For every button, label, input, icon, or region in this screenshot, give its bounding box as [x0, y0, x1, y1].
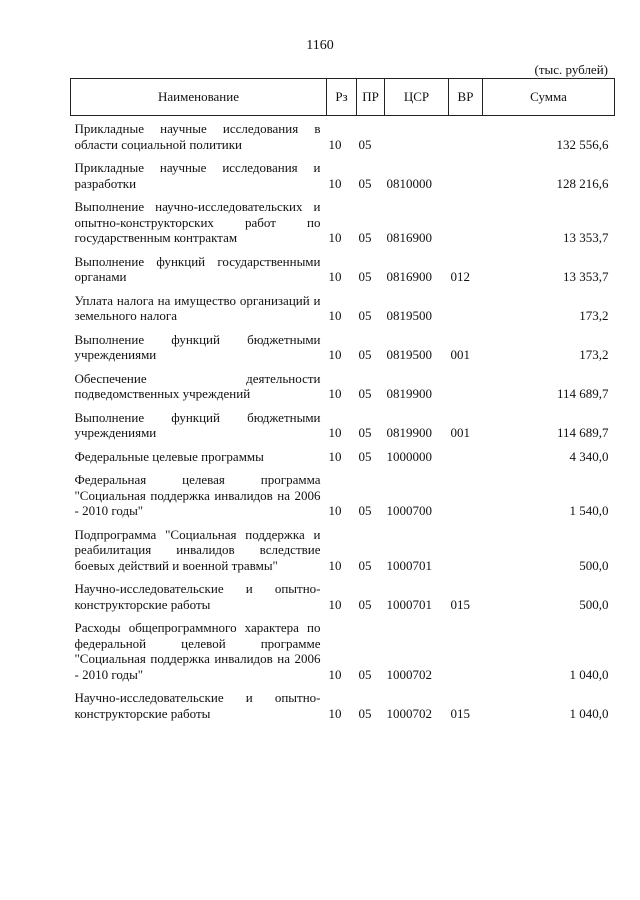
cell-rz: 10 — [328, 425, 342, 440]
cell-pr: 05 — [358, 705, 372, 721]
cell-csr: 1000701 — [386, 596, 432, 612]
cell-pr: 05 — [358, 308, 372, 323]
cell-rz: 10 — [328, 705, 342, 721]
header-pr: ПР — [357, 79, 385, 116]
cell-name: Расходы общепрограммного характера по федеральной целевой программе "Социальная поддержка инвалидов на 2006 - 2010 годы" — [74, 620, 321, 682]
cell-name: Выполнение функций бюджетными учреждениями — [74, 409, 321, 440]
cell-vr: 001 — [450, 347, 470, 362]
cell-vr — [449, 288, 483, 327]
cell-rz: 10 — [328, 503, 342, 518]
cell-csr: 0816900 — [386, 230, 432, 245]
cell-sum: 1 040,0 — [569, 666, 609, 682]
cell-sum: 132 556,6 — [556, 136, 609, 152]
cell-sum: 1 040,0 — [569, 705, 609, 721]
cell-vr: 012 — [450, 269, 470, 284]
table-row — [71, 444, 615, 468]
cell-vr — [449, 522, 483, 577]
table-row — [71, 685, 615, 724]
table-row — [71, 288, 615, 327]
header-vr: ВР — [449, 79, 483, 116]
cell-sum: 4 340,0 — [569, 448, 609, 464]
cell-vr: 001 — [450, 425, 470, 440]
cell-vr — [449, 194, 483, 249]
cell-rz: 10 — [328, 347, 342, 362]
cell-rz: 10 — [328, 448, 342, 464]
header-sum: Сумма — [483, 79, 615, 116]
cell-name: Федеральные целевые программы — [74, 448, 264, 464]
cell-pr: 05 — [358, 230, 372, 245]
header-rz: Рз — [327, 79, 357, 116]
cell-sum: 173,2 — [579, 347, 609, 362]
cell-sum: 114 689,7 — [556, 386, 609, 401]
cell-name: Научно-исследовательские и опытно-конструкторские работы — [74, 581, 321, 612]
table-row — [71, 405, 615, 444]
header-csr: ЦСР — [385, 79, 449, 116]
cell-rz: 10 — [328, 596, 342, 612]
cell-name: Выполнение функций бюджетными учреждениями — [74, 331, 321, 362]
table-row — [71, 327, 615, 366]
cell-rz: 10 — [328, 136, 342, 152]
header-row — [71, 79, 615, 116]
cell-csr: 1000000 — [386, 448, 432, 464]
cell-name: Подпрограмма "Социальная поддержка и реабилитация инвалидов вследствие боевых действий и военной травмы" — [74, 526, 321, 573]
cell-pr: 05 — [358, 136, 372, 152]
cell-sum: 128 216,6 — [556, 175, 609, 191]
cell-rz: 10 — [328, 386, 342, 401]
table-body — [71, 116, 615, 725]
cell-csr: 0816900 — [386, 269, 432, 284]
table-row — [71, 194, 615, 249]
cell-pr: 05 — [358, 666, 372, 682]
cell-pr: 05 — [358, 596, 372, 612]
cell-name: Научно-исследовательские и опытно-конструкторские работы — [74, 690, 321, 721]
cell-name: Федеральная целевая программа "Социальная поддержка инвалидов на 2006 - 2010 годы" — [74, 472, 321, 518]
cell-vr — [449, 467, 483, 522]
cell-name: Прикладные научные исследования в области социальной политики — [74, 121, 321, 152]
cell-pr: 05 — [358, 425, 372, 440]
page-number: 1160 — [306, 38, 334, 53]
table-row — [71, 366, 615, 405]
cell-name: Прикладные научные исследования и разработки — [74, 160, 321, 191]
cell-pr: 05 — [358, 347, 372, 362]
cell-rz: 10 — [328, 269, 342, 284]
cell-csr: 0819500 — [386, 308, 432, 323]
cell-csr: 1000700 — [386, 503, 432, 518]
cell-rz: 10 — [328, 557, 342, 573]
cell-vr — [449, 444, 483, 468]
cell-rz: 10 — [328, 308, 342, 323]
cell-rz: 10 — [328, 230, 342, 245]
cell-sum: 13 353,7 — [563, 230, 609, 245]
table-row — [71, 155, 615, 194]
table-row — [71, 615, 615, 685]
cell-csr: 1000701 — [386, 557, 432, 573]
cell-vr — [449, 155, 483, 194]
cell-name: Выполнение научно-исследовательских и опытно-конструкторских работ по государственным контрактам — [74, 199, 321, 245]
cell-sum: 500,0 — [579, 557, 609, 573]
units-label: (тыс. рублей) — [534, 62, 608, 77]
table-row — [71, 522, 615, 577]
cell-rz: 10 — [328, 666, 342, 682]
table-row — [71, 467, 615, 522]
cell-vr — [449, 366, 483, 405]
cell-csr: 1000702 — [386, 705, 432, 721]
cell-vr: 015 — [450, 705, 470, 721]
cell-csr: 0819900 — [386, 386, 432, 401]
cell-sum: 13 353,7 — [563, 269, 609, 284]
header-name: Наименование — [71, 79, 327, 116]
cell-csr — [385, 116, 449, 156]
cell-rz: 10 — [328, 175, 342, 191]
cell-name: Обеспечение деятельности подведомственных учреждений — [74, 370, 321, 401]
cell-name: Выполнение функций государственными органами — [74, 253, 321, 284]
cell-csr: 0819500 — [386, 347, 432, 362]
table-row — [71, 576, 615, 615]
cell-csr: 0819900 — [386, 425, 432, 440]
cell-vr — [449, 116, 483, 156]
table-row — [71, 116, 615, 156]
cell-sum: 1 540,0 — [569, 503, 609, 518]
cell-csr: 1000702 — [386, 666, 432, 682]
budget-table — [70, 78, 615, 724]
cell-sum: 114 689,7 — [556, 425, 609, 440]
cell-pr: 05 — [358, 448, 372, 464]
cell-sum: 500,0 — [579, 596, 609, 612]
cell-vr — [449, 615, 483, 685]
cell-pr: 05 — [358, 386, 372, 401]
cell-csr: 0810000 — [386, 175, 432, 191]
cell-pr: 05 — [358, 503, 372, 518]
cell-pr: 05 — [358, 557, 372, 573]
table-header — [71, 79, 615, 116]
cell-sum: 173,2 — [579, 308, 609, 323]
cell-pr: 05 — [358, 175, 372, 191]
cell-name: Уплата налога на имущество организаций и земельного налога — [74, 292, 321, 323]
cell-pr: 05 — [358, 269, 372, 284]
table-row — [71, 249, 615, 288]
cell-vr: 015 — [450, 596, 470, 612]
